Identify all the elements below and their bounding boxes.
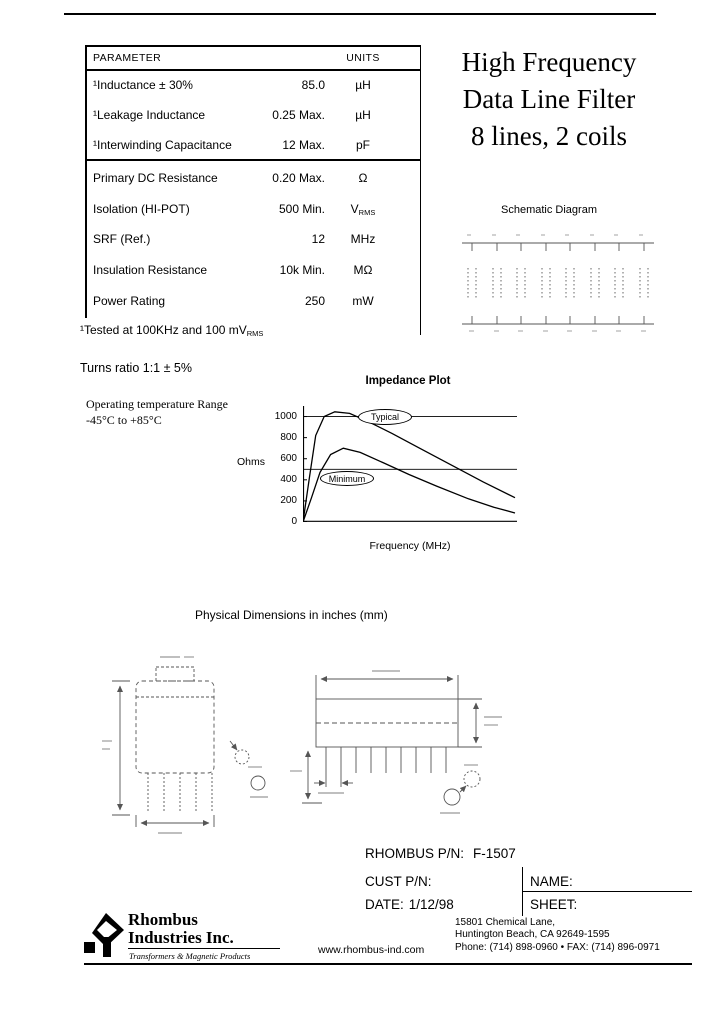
param-cell: Primary DC Resistance: [93, 171, 218, 185]
y-tick-label: 200: [280, 494, 297, 506]
company-tagline: Transformers & Magnetic Products: [129, 951, 251, 961]
title-line-2: Data Line Filter: [462, 84, 636, 114]
website: www.rhombus-ind.com: [318, 944, 425, 956]
address-line2: Huntington Beach, CA 92649-1595: [455, 929, 610, 940]
date-value: 1/12/98: [408, 897, 454, 912]
cust-pn-label: CUST P/N:: [365, 874, 432, 889]
title-line-3: 8 lines, 2 coils: [471, 121, 627, 151]
unit-cell: pF: [355, 138, 370, 152]
value-cell: 0.20 Max.: [272, 171, 325, 185]
y-axis-label: Ohms: [237, 456, 266, 468]
value-cell: 250: [304, 294, 325, 308]
top-rule: [64, 13, 656, 15]
y-tick-label: 1000: [274, 410, 297, 422]
table-row: [85, 129, 421, 159]
unit-cell: µH: [355, 78, 371, 92]
date-row: [365, 897, 454, 912]
bottom-rule: [84, 963, 692, 965]
series-typical: [303, 412, 515, 522]
value-cell: 85.0: [301, 78, 325, 92]
date-label: DATE:: [365, 897, 404, 912]
param-cell: ¹Inductance ± 30%: [93, 78, 193, 92]
title-line-1: High Frequency: [461, 47, 637, 77]
page-title: [433, 44, 665, 155]
y-tick-label: 400: [280, 473, 297, 485]
y-tick-label: 0: [291, 516, 297, 527]
impedance-plot: [303, 406, 517, 522]
table-row: [85, 99, 421, 129]
series-label-typical: Typical: [358, 409, 412, 425]
y-tick-label: 800: [280, 431, 297, 443]
value-cell: 10k Min.: [279, 263, 325, 277]
table-row: [85, 254, 421, 284]
table-row: [85, 69, 421, 99]
table-header-row: [85, 45, 421, 69]
spec-table: [85, 45, 421, 337]
table-row: [85, 285, 421, 315]
footer-divider-horizontal: [522, 891, 692, 892]
dimensions-caption: Physical Dimensions in inches (mm): [195, 608, 388, 622]
table-row: [85, 193, 421, 223]
address-line3: Phone: (714) 898-0960 • FAX: (714) 896-0971: [455, 942, 660, 953]
table-header-units: UNITS: [346, 52, 380, 64]
unit-cell: Ω: [358, 171, 368, 185]
param-cell: Insulation Resistance: [93, 263, 208, 277]
value-cell: 12: [311, 232, 325, 246]
unit-cell: µH: [355, 108, 371, 122]
x-axis-label: Frequency (MHz): [369, 540, 451, 552]
value-cell: 500 Min.: [278, 202, 325, 216]
param-cell: ¹Leakage Inductance: [93, 108, 206, 122]
operating-temp: Operating temperature Range -45°C to +85°C: [86, 397, 228, 427]
company-name-line1: Rhombus: [128, 910, 198, 929]
address-line1: 15801 Chemical Lane,: [455, 917, 556, 928]
sheet-label: SHEET:: [530, 897, 578, 912]
footnote: ¹Tested at 100KHz and 100 mVRMS: [80, 323, 264, 338]
table-row: [85, 162, 421, 192]
y-tick-label: 600: [280, 452, 297, 464]
unit-cell: MHz: [350, 232, 376, 246]
unit-cell: MΩ: [353, 263, 373, 277]
name-label: NAME:: [530, 874, 573, 889]
company-logo: [84, 913, 124, 957]
schematic-drawing: [460, 228, 656, 336]
value-cell: 12 Max.: [282, 138, 325, 152]
y-tick-labels: [261, 406, 299, 527]
table-header-parameter: PARAMETER: [93, 52, 162, 64]
turns-ratio: Turns ratio 1:1 ± 5%: [80, 361, 192, 375]
param-cell: Isolation (HI-POT): [93, 202, 190, 216]
param-cell: ¹Interwinding Capacitance: [93, 138, 232, 152]
unit-cell: mW: [352, 294, 374, 308]
company-name: [128, 911, 234, 947]
unit-cell: $V_{RMS}$: [350, 202, 376, 217]
param-cell: SRF (Ref.): [93, 232, 151, 246]
table-row: [85, 223, 421, 253]
value-cell: 0.25 Max.: [272, 108, 325, 122]
param-cell: Power Rating: [93, 294, 166, 308]
series-label-minimum: Minimum: [320, 471, 374, 486]
table-mid-separator: [85, 159, 421, 161]
company-name-line2: Industries Inc.: [128, 928, 234, 947]
rhombus-pn-value: F-1507: [473, 846, 516, 861]
dimensions-drawing: [100, 645, 520, 840]
rhombus-pn-row: [365, 846, 516, 861]
rhombus-pn-label: RHOMBUS P/N:: [365, 846, 465, 861]
impedance-plot-title: Impedance Plot: [365, 375, 451, 387]
company-rule: [128, 948, 280, 949]
schematic-caption: Schematic Diagram: [501, 204, 597, 216]
